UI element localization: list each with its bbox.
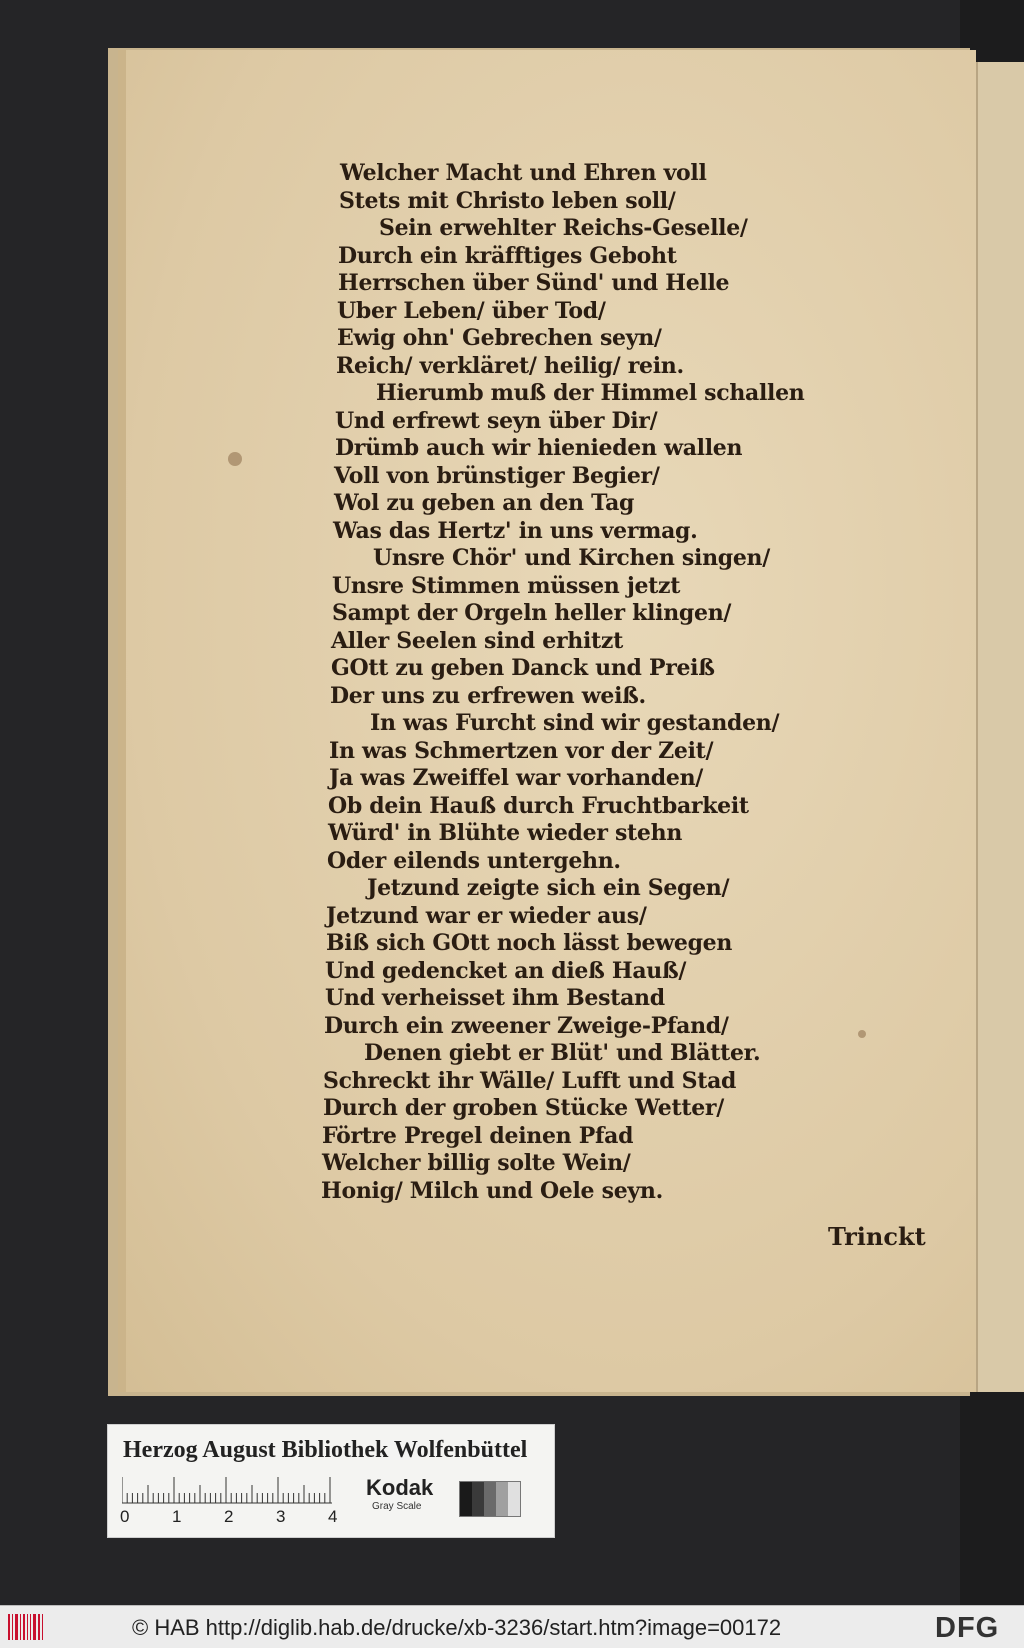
gray-swatches (459, 1481, 521, 1517)
text-line: Uber Leben/ über Tod/ (337, 297, 606, 324)
text-line: Ja was Zweiffel war vorhanden/ (329, 765, 704, 791)
barcode-icon (8, 1614, 48, 1640)
gray-swatch (496, 1482, 508, 1516)
text-line: Ewig ohn' Gebrechen seyn/ (337, 325, 662, 351)
text-line: Und erfrewt seyn über Dir/ (335, 407, 658, 434)
text-line: Würd' in Blühte wieder stehn (328, 820, 683, 846)
text-line: Voll von brünstiger Begier/ (334, 462, 660, 489)
text-line: Unsre Stimmen müssen jetzt (332, 572, 681, 599)
text-line: Durch ein zweener Zweige-Pfand/ (324, 1012, 729, 1039)
catchword: Trinckt (828, 1222, 926, 1251)
text-line: Ob dein Hauß durch Fruchtbarkeit (328, 792, 749, 819)
copyright-url[interactable]: © HAB http://diglib.hab.de/drucke/xb-3236/start.htm?image=00172 (132, 1615, 782, 1640)
text-line: Welcher billig solte Wein/ (322, 1150, 631, 1176)
text-line: Honig/ Milch und Oele seyn. (321, 1177, 663, 1204)
gray-swatch (460, 1482, 472, 1516)
text-line: Unsre Chör' und Kirchen singen/ (373, 545, 770, 571)
text-line: Was das Hertz' in uns vermag. (333, 517, 698, 544)
text-line: Reich/ verkläret/ heilig/ rein. (336, 352, 684, 379)
ruler-number: 2 (224, 1507, 234, 1526)
text-line: Schreckt ihr Wälle/ Lufft und Stad (323, 1067, 737, 1094)
color-target-card (107, 1424, 555, 1538)
poem-text (321, 160, 860, 1205)
text-line: In was Furcht sind wir gestanden/ (370, 710, 780, 736)
text-line: Oder eilends untergehn. (327, 847, 621, 874)
text-line: Denen giebt er Blüt' und Blätter. (364, 1040, 761, 1066)
text-line: Jetzund war er wieder aus/ (326, 902, 647, 929)
text-line: Und gedencket an dieß Hauß/ (325, 957, 687, 984)
gray-swatch (484, 1482, 496, 1516)
library-name: Herzog August Bibliothek Wolfenbüttel (123, 1437, 528, 1463)
text-line: Wol zu geben an den Tag (334, 490, 635, 516)
text-line: Jetzund zeigte sich ein Segen/ (367, 875, 730, 901)
text-line: Förtre Pregel deinen Pfad (322, 1122, 634, 1149)
text-line: Und verheisset ihm Bestand (325, 985, 665, 1011)
text-line: Sampt der Orgeln heller klingen/ (332, 600, 732, 626)
facing-page-edge (975, 62, 1024, 1392)
kodak-logo: Kodak (366, 1475, 434, 1500)
text-line: Hierumb muß der Himmel schallen (376, 380, 805, 406)
text-line: Biß sich GOtt noch lässt bewegen (326, 930, 733, 956)
ruler-number: 1 (172, 1507, 182, 1526)
ruler-number: 3 (276, 1507, 286, 1526)
text-line: Stets mit Christo leben soll/ (339, 187, 676, 214)
ruler-number: 4 (328, 1507, 338, 1526)
paper-stain (228, 452, 242, 466)
text-line: Der uns zu erfrewen weiß. (330, 682, 646, 709)
text-line: Sein erwehlter Reichs-Geselle/ (379, 215, 748, 241)
text-line: Drümb auch wir hienieden wallen (335, 435, 743, 461)
gray-swatch (472, 1482, 484, 1516)
ruler-number: 0 (120, 1507, 130, 1526)
dfg-logo: DFG (935, 1612, 1000, 1644)
footer-bar (0, 1605, 1024, 1648)
gray-scale-label: Gray Scale (372, 1501, 422, 1512)
text-line: Durch der groben Stücke Wetter/ (323, 1095, 724, 1121)
gray-swatch (508, 1482, 520, 1516)
text-line: Herrschen über Sünd' und Helle (338, 270, 730, 296)
text-line: Aller Seelen sind erhitzt (331, 627, 623, 654)
text-line: Durch ein kräfftiges Geboht (338, 242, 677, 269)
text-line: Welcher Macht und Ehren voll (340, 160, 707, 186)
text-line: GOtt zu geben Danck und Preiß (331, 655, 715, 681)
text-line: In was Schmertzen vor der Zeit/ (329, 737, 714, 764)
